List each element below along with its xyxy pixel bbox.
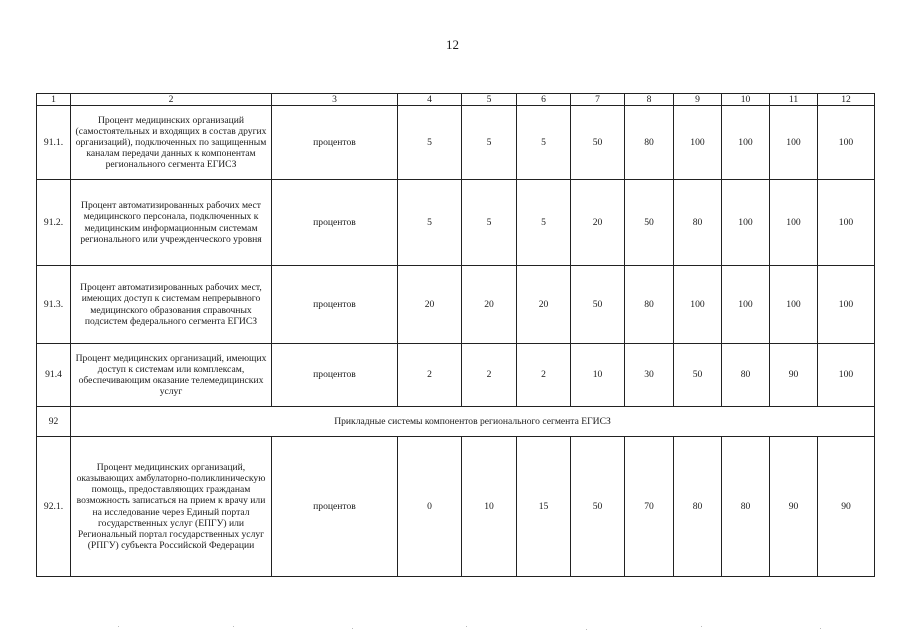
column-number: 6 [517, 94, 571, 106]
value-cell: 100 [722, 180, 770, 266]
value-cell: 100 [818, 344, 875, 407]
table-row [37, 344, 875, 407]
value-cell: 20 [398, 266, 462, 344]
row-code: 91.4 [37, 344, 71, 407]
unit-cell: процентов [272, 266, 398, 344]
value-cell: 20 [517, 266, 571, 344]
value-cell: 80 [674, 180, 722, 266]
row-code: 92.1. [37, 437, 71, 577]
column-number: 1 [37, 94, 71, 106]
value-cell: 100 [722, 106, 770, 180]
table-row [37, 106, 875, 180]
value-cell: 2 [462, 344, 517, 407]
column-number: 3 [272, 94, 398, 106]
indicator-name: Процент медицинских организаций, оказывающих амбулаторно-поликлиническую помощь, предоставляющих гражданам возможность записаться на прием к врачу или на исследование через Единый портал государственных услуг (ЕПГУ) или Региональный портал государственных услуг (РПГУ) субъекта Российской Федерации [71, 437, 272, 577]
column-number: 2 [71, 94, 272, 106]
unit-cell: процентов [272, 180, 398, 266]
value-cell: 90 [818, 437, 875, 577]
column-number: 4 [398, 94, 462, 106]
unit-cell: процентов [272, 437, 398, 577]
column-number: 12 [818, 94, 875, 106]
value-cell: 100 [722, 266, 770, 344]
value-cell: 5 [398, 180, 462, 266]
value-cell: 100 [770, 180, 818, 266]
value-cell: 30 [625, 344, 674, 407]
value-cell: 5 [517, 106, 571, 180]
value-cell: 80 [674, 437, 722, 577]
value-cell: 10 [571, 344, 625, 407]
value-cell: 50 [571, 266, 625, 344]
value-cell: 2 [517, 344, 571, 407]
value-cell: 5 [462, 106, 517, 180]
scan-noise [0, 626, 905, 632]
column-number: 11 [770, 94, 818, 106]
value-cell: 100 [770, 266, 818, 344]
value-cell: 50 [571, 437, 625, 577]
value-cell: 5 [517, 180, 571, 266]
column-number: 5 [462, 94, 517, 106]
value-cell: 50 [571, 106, 625, 180]
table-row [37, 266, 875, 344]
value-cell: 15 [517, 437, 571, 577]
value-cell: 80 [722, 437, 770, 577]
column-number: 7 [571, 94, 625, 106]
value-cell: 5 [398, 106, 462, 180]
row-code: 91.1. [37, 106, 71, 180]
value-cell: 100 [818, 180, 875, 266]
value-cell: 80 [625, 106, 674, 180]
column-number: 8 [625, 94, 674, 106]
indicator-name: Процент автоматизированных рабочих мест, имеющих доступ к системам непрерывного медицинского образования справочных подсистем федерального сегмента ЕГИСЗ [71, 266, 272, 344]
table-row [37, 180, 875, 266]
value-cell: 100 [818, 106, 875, 180]
value-cell: 0 [398, 437, 462, 577]
value-cell: 5 [462, 180, 517, 266]
section-title: Прикладные системы компонентов регионального сегмента ЕГИСЗ [71, 407, 875, 437]
value-cell: 2 [398, 344, 462, 407]
unit-cell: процентов [272, 106, 398, 180]
section-code: 92 [37, 407, 71, 437]
unit-cell: процентов [272, 344, 398, 407]
indicator-name: Процент автоматизированных рабочих мест медицинского персонала, подключенных к медицинским информационным системам регионального или учрежденческого уровня [71, 180, 272, 266]
section-row [37, 407, 875, 437]
value-cell: 70 [625, 437, 674, 577]
value-cell: 100 [770, 106, 818, 180]
column-number: 9 [674, 94, 722, 106]
value-cell: 10 [462, 437, 517, 577]
row-code: 91.2. [37, 180, 71, 266]
indicator-name: Процент медицинских организаций, имеющих доступ к системам или комплексам, обеспечивающим оказание телемедицинских услуг [71, 344, 272, 407]
row-code: 91.3. [37, 266, 71, 344]
value-cell: 20 [571, 180, 625, 266]
value-cell: 80 [625, 266, 674, 344]
value-cell: 20 [462, 266, 517, 344]
value-cell: 50 [625, 180, 674, 266]
value-cell: 100 [818, 266, 875, 344]
column-number-row [37, 94, 875, 106]
value-cell: 100 [674, 106, 722, 180]
value-cell: 100 [674, 266, 722, 344]
value-cell: 50 [674, 344, 722, 407]
page-number: 12 [446, 37, 459, 52]
value-cell: 80 [722, 344, 770, 407]
value-cell: 90 [770, 344, 818, 407]
indicators-table [36, 93, 875, 577]
indicator-name: Процент медицинских организаций (самостоятельных и входящих в состав других организаций), подключенных по защищенным каналам передачи данных к компонентам регионального сегмента ЕГИСЗ [71, 106, 272, 180]
value-cell: 90 [770, 437, 818, 577]
table-row [37, 437, 875, 577]
column-number: 10 [722, 94, 770, 106]
